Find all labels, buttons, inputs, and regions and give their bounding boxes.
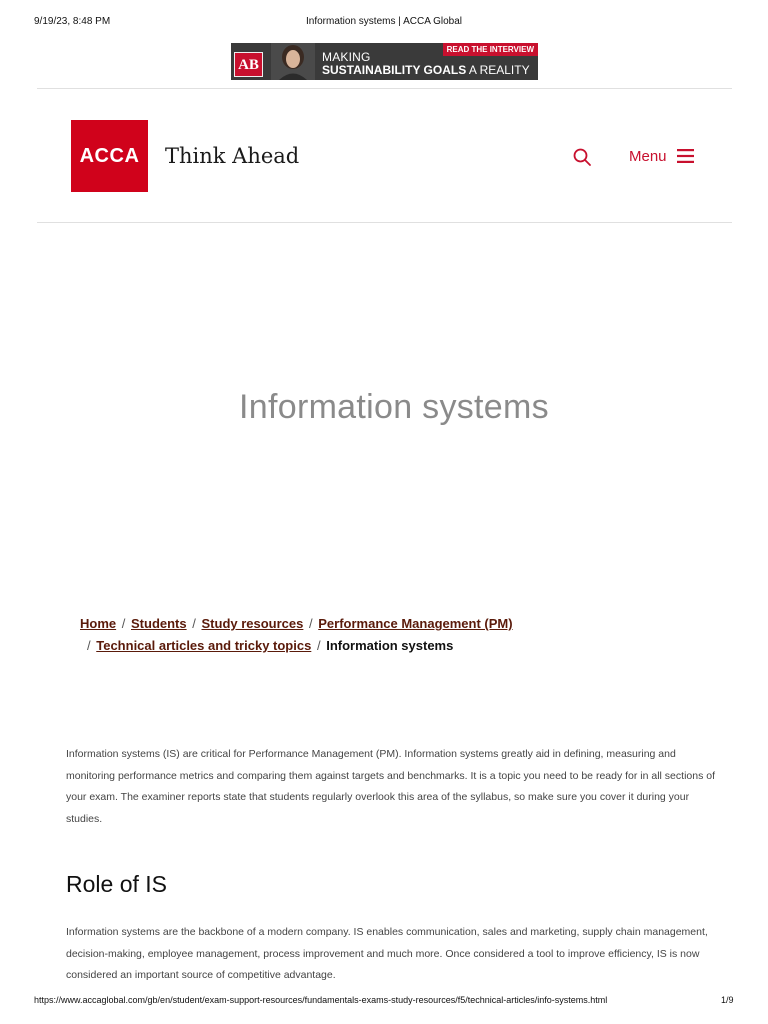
header-divider-top xyxy=(37,88,732,89)
menu-label: Menu xyxy=(629,147,667,165)
tagline: Think Ahead xyxy=(165,144,300,168)
breadcrumb-technical-articles[interactable]: Technical articles and tricky topics xyxy=(96,638,312,653)
person-photo xyxy=(271,43,315,80)
ad-headline-rest: A REALITY xyxy=(466,63,530,77)
ab-logo: AB xyxy=(234,52,263,77)
acca-logo[interactable]: ACCA xyxy=(71,120,148,192)
print-title: Information systems | ACCA Global xyxy=(306,16,462,27)
breadcrumb-performance-management[interactable]: Performance Management (PM) xyxy=(318,616,513,631)
search-button[interactable] xyxy=(572,147,592,167)
ad-cta-button[interactable]: READ THE INTERVIEW xyxy=(443,43,538,56)
print-page-number: 1/9 xyxy=(721,995,734,1005)
header-divider-bottom xyxy=(37,222,732,223)
print-url: https://www.accaglobal.com/gb/en/student/exam-support-resources/fundamentals-exams-study-resources/f5/technical-articles/info-systems.html xyxy=(34,995,608,1005)
section-paragraph: Information systems are the backbone of a modern company. IS enables communication, sales and marketing, supply chain management, decision-making, employee management, process improvement and much more. Once considered a tool to improve efficiency, IS is now considered an important source of competitive advantage. xyxy=(66,926,708,982)
breadcrumb-current: Information systems xyxy=(326,638,454,653)
breadcrumb-separator: / xyxy=(87,638,91,653)
ad-headline-bold: SUSTAINABILITY GOALS xyxy=(322,63,467,77)
breadcrumb xyxy=(80,613,640,657)
menu-button[interactable] xyxy=(629,145,694,167)
banner-ad[interactable] xyxy=(231,43,538,80)
intro-paragraph: Information systems (IS) are critical for Performance Management (PM). Information systems greatly aid in defining, measuring and monitoring performance metrics and comparing them against targets and benchmarks. It is a topic you need to be ready for in all sections of your exam. The examiner reports state that students regularly overlook this area of the syllabus, so make sure you cover it during your studies. xyxy=(66,748,716,825)
print-date: 9/19/23, 8:48 PM xyxy=(34,16,111,27)
breadcrumb-home[interactable]: Home xyxy=(80,616,117,631)
ad-headline-1: MAKING xyxy=(322,50,371,64)
page-title: Information systems xyxy=(239,388,549,426)
breadcrumb-separator: / xyxy=(309,616,313,631)
breadcrumb-separator: / xyxy=(316,638,321,653)
breadcrumb-separator: / xyxy=(121,616,126,631)
search-icon xyxy=(572,147,592,167)
breadcrumb-students[interactable]: Students xyxy=(131,616,187,631)
section-heading: Role of IS xyxy=(66,871,167,897)
hamburger-icon xyxy=(677,149,694,163)
print-header xyxy=(0,16,768,30)
breadcrumb-separator: / xyxy=(192,616,196,631)
ad-headline-2 xyxy=(322,63,530,77)
breadcrumb-study-resources[interactable]: Study resources xyxy=(201,616,304,631)
